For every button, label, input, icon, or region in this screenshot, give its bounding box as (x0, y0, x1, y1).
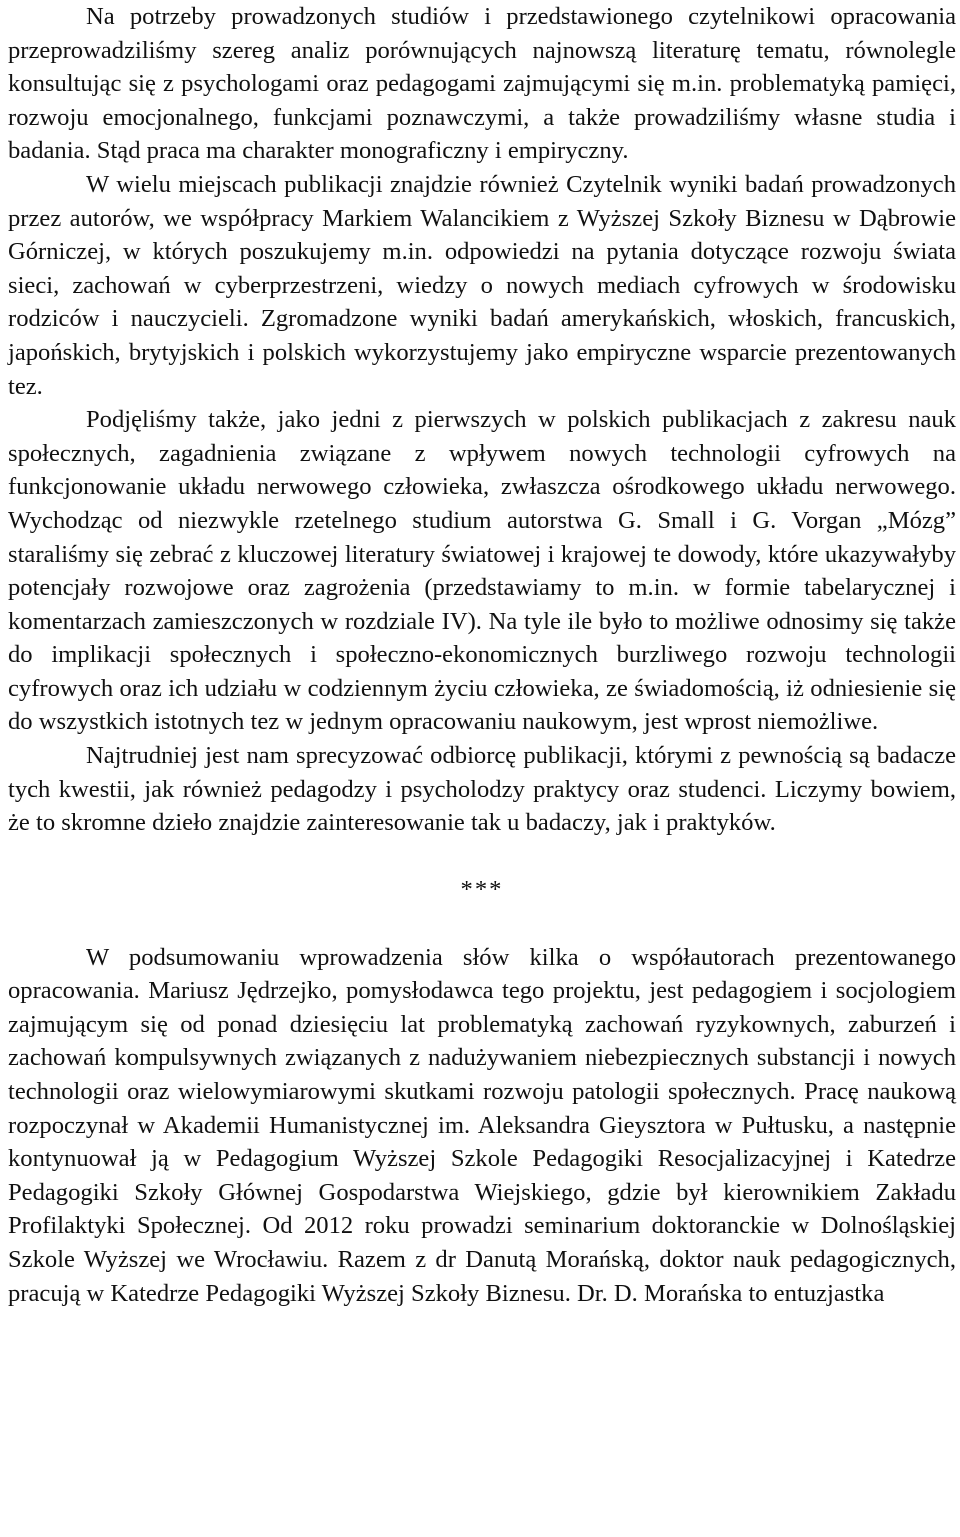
document-page (8, 0, 956, 1310)
paragraph: W wielu miejscach publikacji znajdzie również Czytelnik wyniki badań prowadzonych przez autorów, we współpracy Markiem Walancikiem z Wyższej Szkoły Biznesu w Dąbrowie Górniczej, w których poszukujemy m.in. odpowiedzi na pytania dotyczące rozwoju świata sieci, zachowań w cyberprzestrzeni, wiedzy o nowych mediach cyfrowych w środowisku rodziców i nauczycieli. Zgromadzone wyniki badań amerykańskich, włoskich, francuskich, japońskich, brytyjskich i polskich wykorzystujemy jako empiryczne wsparcie prezentowanych tez. (8, 170, 956, 400)
paragraph: Najtrudniej jest nam sprecyzować odbiorcę publikacji, którymi z pewnością są badacze tych kwestii, jak również pedagodzy i psycholodzy praktycy oraz studenci. Liczymy bowiem, że to skromne dzieło znajdzie zainteresowanie tak u badaczy, jak i praktyków. (8, 742, 956, 837)
paragraph: W podsumowaniu wprowadzenia słów kilka o współautorach prezentowanego opracowania. Mariusz Jędrzejko, pomysłodawca tego projektu, jest pedagogiem i socjologiem zajmującym się od ponad dziesięciu lat problematyką zachowań ryzykownych, zaburzeń i zachowań kompulsywnych związanych z nadużywaniem niebezpiecznych substancji i nowych technologii oraz wielowymiarowymi skutkami rozwoju patologii społecznych. Pracę naukową rozpoczynał w Akademii Humanistycznej im. Aleksandra Gieysztora w Pułtusku, a następnie kontynuował ją w Pedagogium Wyższej Szkole Pedagogiki Resocjalizacyjnej i Katedrze Pedagogiki Szkoły Głównej Gospodarstwa Wiejskiego, gdzie był kierownikiem Zakładu Profilaktyki Społecznej. Od 2012 roku prowadzi seminarium doktoranckie w Dolnośląskiej Szkole Wyższej we Wrocławiu. Razem z dr Danutą Morańską, doktor nauk pedagogicznych, pracują w Katedrze Pedagogiki Wyższej Szkoły Biznesu. Dr. D. Morańska to entuzjastka (8, 943, 956, 1307)
section-separator: *** (460, 876, 504, 904)
paragraph: Podjęliśmy także, jako jedni z pierwszych w polskich publikacjach z zakresu nauk społecznych, zagadnienia związane z wpływem nowych technologii cyfrowych na funkcjonowanie układu nerwowego człowieka, zwłaszcza ośrodkowego układu nerwowego. Wychodząc od niezwykle rzetelnego studium autorstwa G. Small i G. Vorgan „Mózg” staraliśmy się zebrać z kluczowej literatury światowej i krajowej te dowody, które ukazywałyby potencjały rozwojowe oraz zagrożenia (przedstawiamy to m.in. w formie tabelarycznej i komentarzach zamieszczonych w rozdziale IV). Na tyle ile było to możliwe odnosimy się także do implikacji społecznych i społeczno-ekonomicznych burzliwego rozwoju technologii cyfrowych oraz ich udziału w codziennym życiu człowieka, ze świadomością, iż odniesienie się do wszystkich istotnych tez w jednym opracowaniu naukowym, jest wprost niemożliwe. (8, 406, 956, 736)
paragraph: Na potrzeby prowadzonych studiów i przedstawionego czytelnikowi opracowania przeprowadziliśmy szereg analiz porównujących najnowszą literaturę tematu, równolegle konsultując się z psychologami oraz pedagogami zajmującymi się m.in. problematyką pamięci, rozwoju emocjonalnego, funkcjami poznawczymi, a także prowadziliśmy własne studia i badania. Stąd praca ma charakter monograficzny i empiryczny. (8, 3, 956, 165)
